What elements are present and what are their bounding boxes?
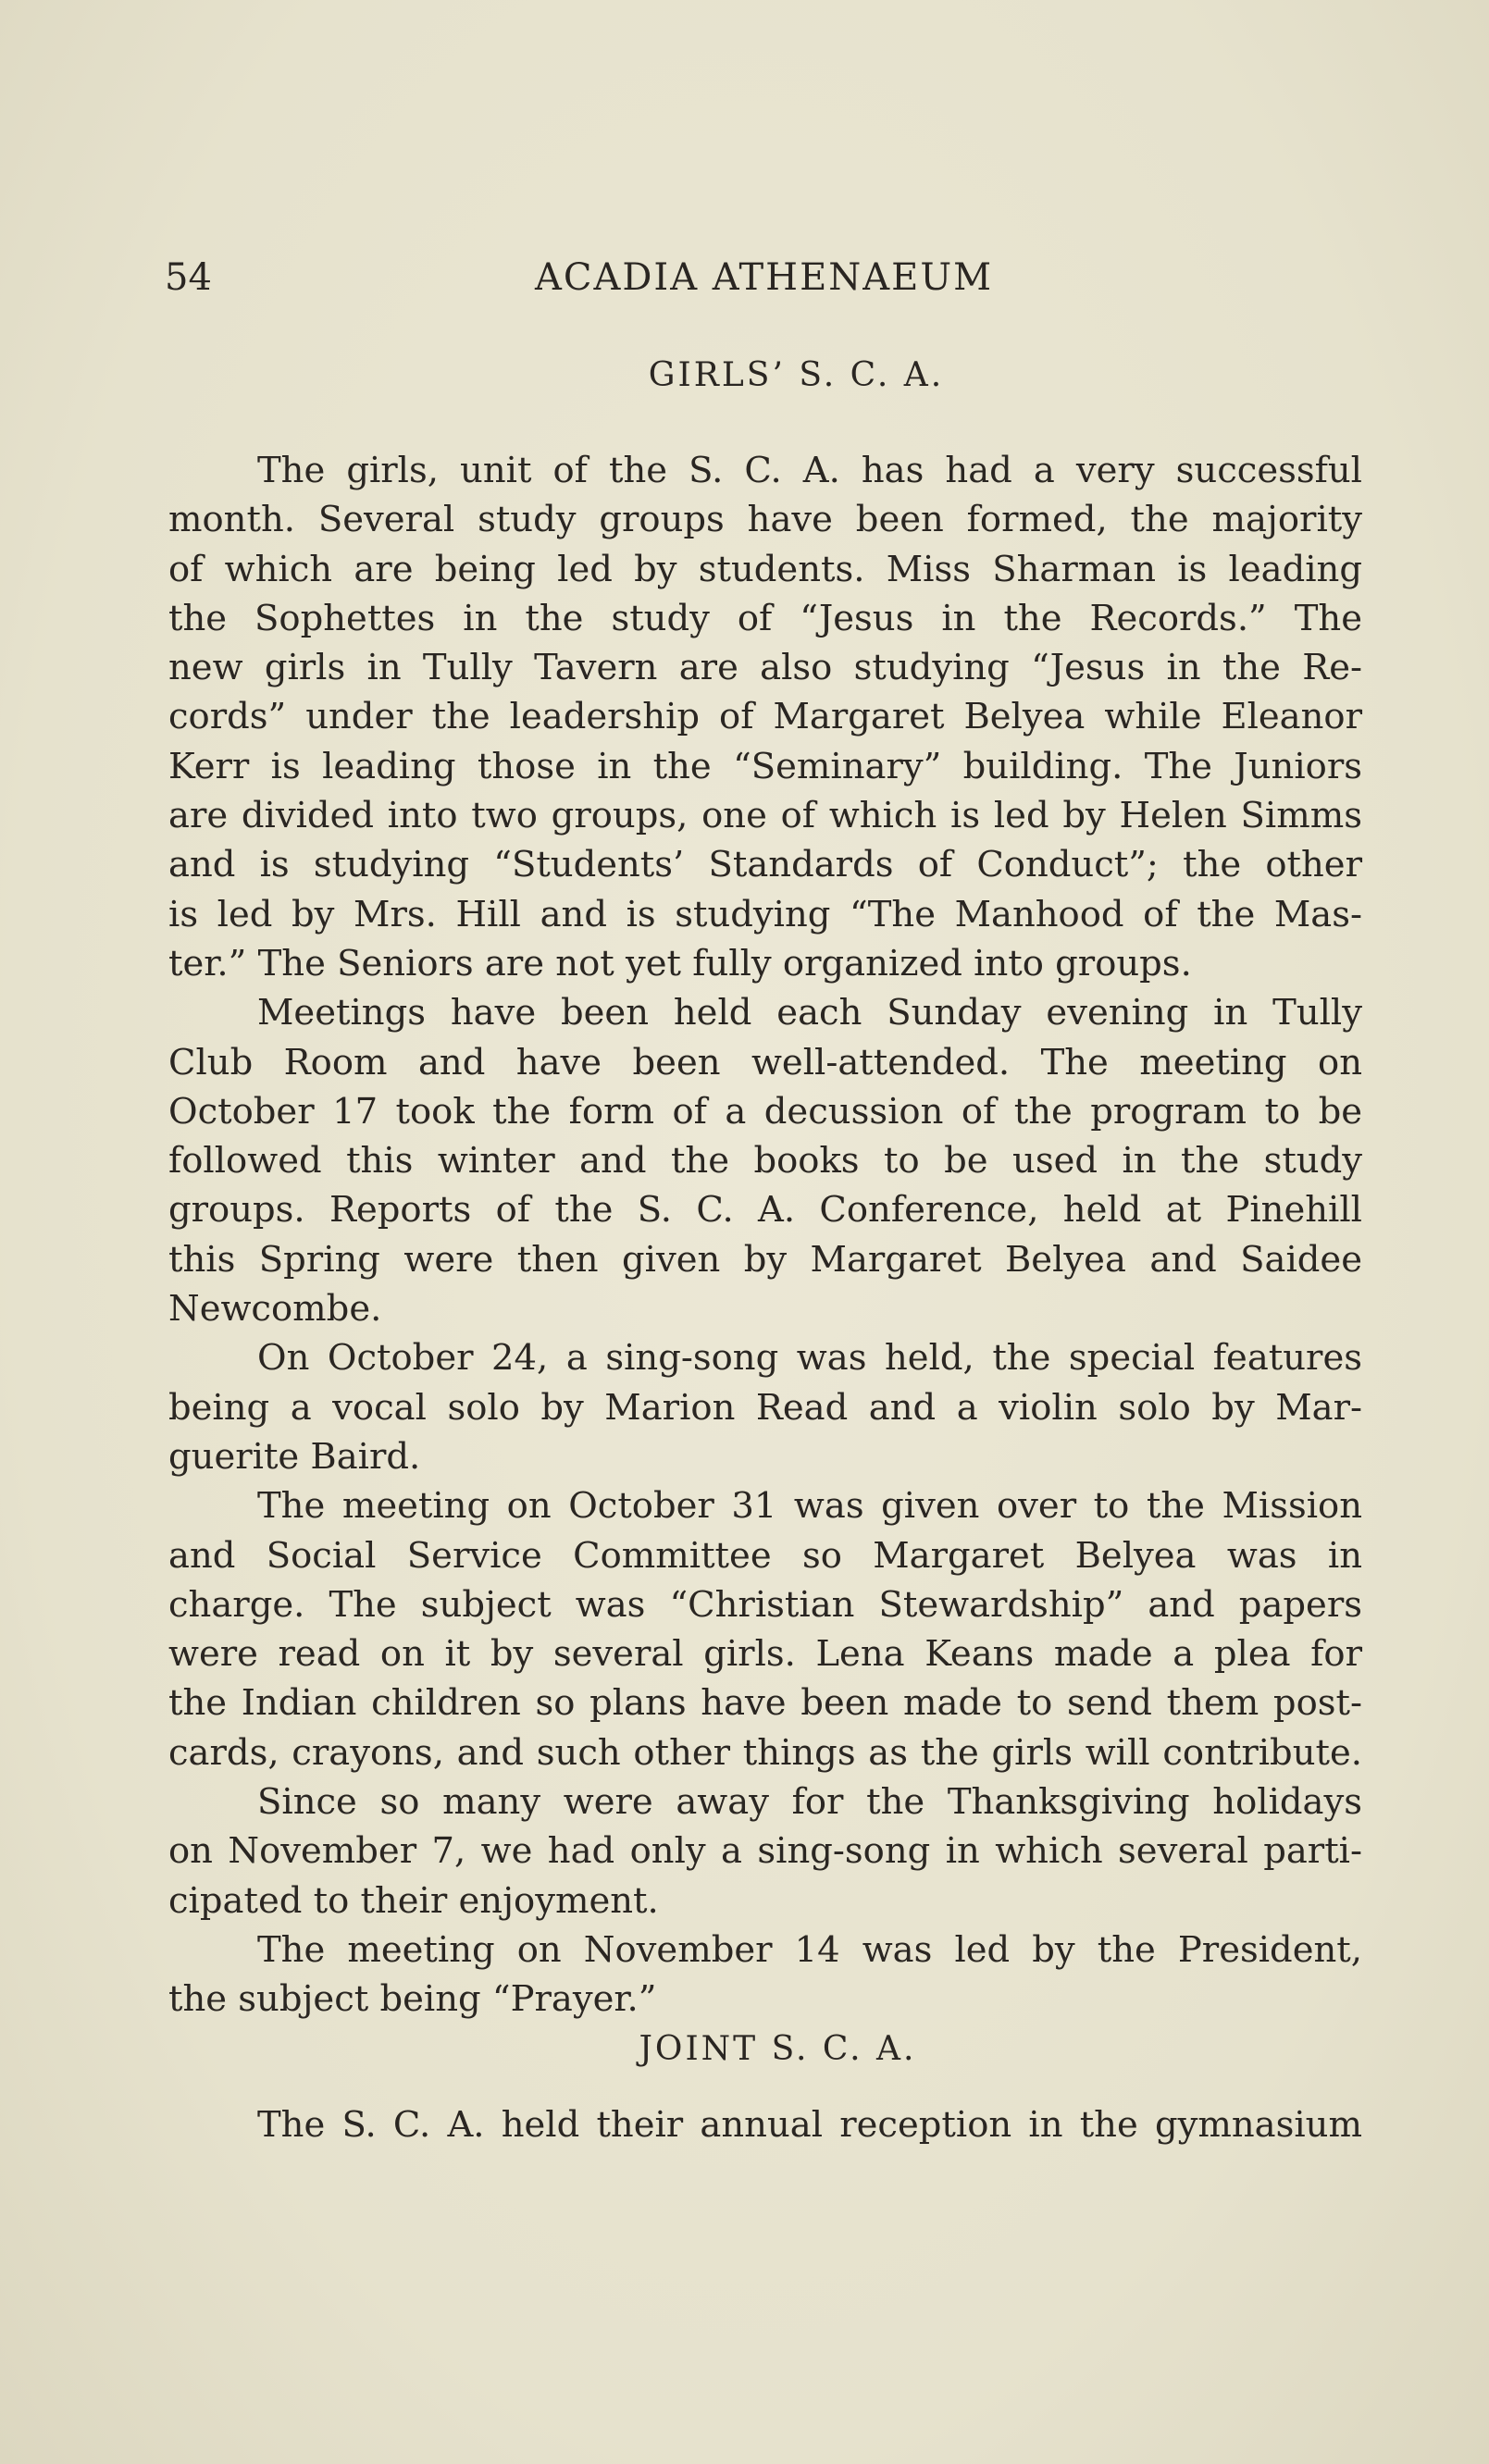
text-line: were read on it by several girls. Lena Keans made a plea for — [168, 1633, 1362, 1676]
text-line: month. Several study groups have been formed, the majority — [168, 499, 1362, 541]
text-line: groups. Reports of the S. C. A. Conference, held at Pinehill — [168, 1189, 1362, 1232]
text-line: charge. The subject was “Christian Stewardship” and papers — [168, 1583, 1362, 1626]
text-line: of which are being led by students. Miss Sharman is leading — [168, 548, 1362, 590]
text-line: Kerr is leading those in the “Seminary” building. The Juniors — [168, 745, 1362, 787]
running-head — [165, 250, 1363, 305]
text-line: is led by Mrs. Hill and is studying “The Manhood of the Mas- — [168, 893, 1362, 935]
page-number: 54 — [165, 256, 212, 299]
text-line: cipated to their enjoyment. — [168, 1879, 659, 1922]
text-line: and is studying “Students’ Standards of Conduct”; the other — [168, 844, 1362, 886]
text-line: Club Room and have been well-attended. The meeting on — [168, 1041, 1362, 1083]
text-line: The meeting on October 31 was given over to the Mission — [257, 1485, 1362, 1528]
section-heading-girls-sca: GIRLS’ S. C. A. — [648, 356, 945, 394]
text-line: cords” under the leadership of Margaret Belyea while Eleanor — [168, 696, 1362, 738]
text-line: the Sophettes in the study of “Jesus in the Records.” The — [168, 597, 1362, 639]
text-line: and Social Service Committee so Margaret Belyea was in — [168, 1534, 1362, 1577]
text-line: Meetings have been held each Sunday evening in Tully — [257, 992, 1362, 1034]
text-line: The girls, unit of the S. C. A. has had a very successful — [257, 450, 1362, 491]
text-line: October 17 took the form of a decussion of the program to be — [168, 1090, 1362, 1133]
article-body-girls-sca — [168, 446, 1362, 2024]
text-line: On October 24, a sing-song was held, the special features — [257, 1337, 1362, 1380]
text-line: ter.” The Seniors are not yet fully organized into groups. — [168, 942, 1192, 984]
text-line: the Indian children so plans have been made to send them post- — [168, 1682, 1362, 1725]
text-line: guerite Baird. — [168, 1435, 421, 1478]
article-body-joint-sca — [168, 2100, 1362, 2149]
text-line: The meeting on November 14 was led by the President, — [257, 1928, 1362, 1971]
text-line: the subject being “Prayer.” — [168, 1978, 657, 2021]
text-line: cards, crayons, and such other things as the girls will contribute. — [168, 1731, 1362, 1774]
text-line: Newcombe. — [168, 1288, 382, 1331]
text-line: on November 7, we had only a sing-song in which several parti- — [168, 1830, 1362, 1873]
text-line: being a vocal solo by Marion Read and a violin solo by Mar- — [168, 1386, 1362, 1429]
text-line: The S. C. A. held their annual reception in the gymnasium — [257, 2104, 1362, 2146]
text-line: new girls in Tully Tavern are also studying “Jesus in the Re- — [168, 647, 1362, 689]
text-line: are divided into two groups, one of which is led by Helen Simms — [168, 795, 1362, 837]
text-line: Since so many were away for the Thanksgiving holidays — [257, 1781, 1362, 1824]
section-heading-joint-sca: JOINT S. C. A. — [639, 2030, 917, 2068]
journal-title: ACADIA ATHENAEUM — [534, 256, 994, 299]
text-line: this Spring were then given by Margaret Belyea and Saidee — [168, 1238, 1362, 1281]
text-line: followed this winter and the books to be used in the study — [168, 1140, 1362, 1182]
